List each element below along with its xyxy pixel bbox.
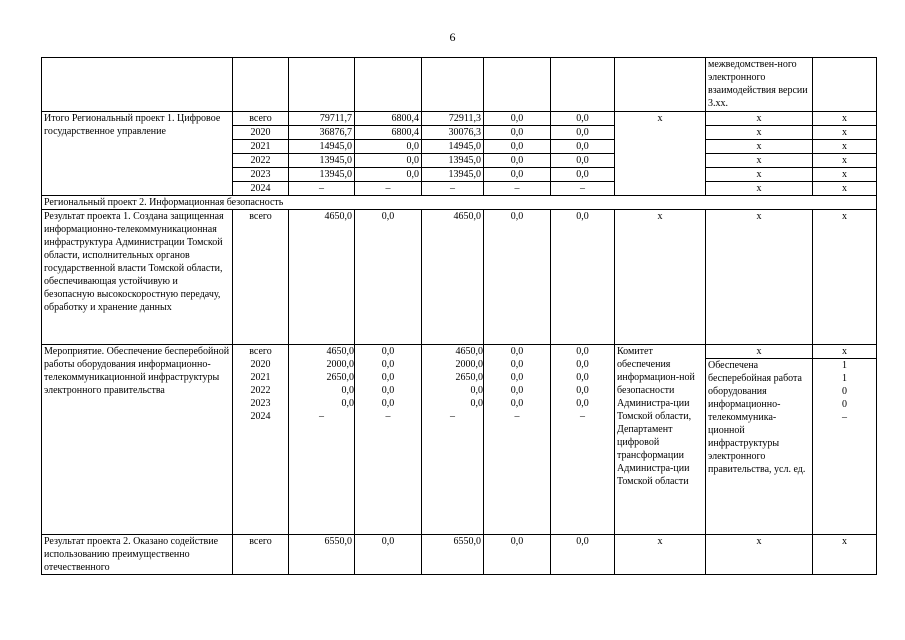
- regional-cell: 72911,3: [422, 112, 484, 126]
- indicator-cell: x: [706, 154, 813, 168]
- year-cell: 2022: [233, 154, 289, 168]
- project2-header: Региональный проект 2. Информационная безопасность: [42, 196, 877, 210]
- local-cell: 0,0: [484, 168, 551, 182]
- other-cell: 0,0: [551, 112, 615, 126]
- year-value: 2024: [250, 411, 271, 422]
- total-value: 2650,0: [326, 372, 354, 383]
- other-value: 0,0: [576, 398, 589, 409]
- table-row: [42, 345, 877, 535]
- federal-value: 0,0: [381, 398, 395, 409]
- federal-value: 0,0: [381, 359, 395, 370]
- regional-cell: 30076,3: [422, 126, 484, 140]
- local-cell: –: [484, 182, 551, 196]
- local-cell: 0,0: [484, 154, 551, 168]
- regional-value: 0,0: [470, 398, 483, 409]
- other-value: –: [580, 411, 585, 422]
- value-cell: x: [813, 140, 877, 154]
- continuation-row: [42, 58, 877, 112]
- year-value: 2021: [250, 372, 271, 383]
- indicator-total: x: [706, 345, 812, 359]
- local-value: 0,0: [510, 398, 524, 409]
- value-cell: x: [813, 210, 877, 345]
- federal-value: –: [385, 411, 391, 422]
- other-cell: 0,0: [551, 210, 615, 345]
- regional-value: 4650,0: [455, 346, 483, 357]
- total-cell: –: [289, 182, 355, 196]
- value-cell: x: [813, 182, 877, 196]
- other-value: 0,0: [576, 359, 589, 370]
- federal-cell: 6800,4: [355, 112, 422, 126]
- total-value: 2000,0: [326, 359, 354, 370]
- value-cell: x: [813, 154, 877, 168]
- total-value: 0,0: [341, 398, 354, 409]
- indicator-cell: x: [706, 210, 813, 345]
- federal-cell: [355, 345, 422, 535]
- other-cell: 0,0: [551, 535, 615, 575]
- budget-table: [41, 57, 877, 575]
- value-cell: x: [813, 112, 877, 126]
- table-cell: [813, 58, 877, 112]
- regional-value: 2000,0: [455, 359, 483, 370]
- regional-cell: –: [422, 182, 484, 196]
- federal-cell: 0,0: [355, 154, 422, 168]
- federal-cell: 0,0: [355, 168, 422, 182]
- table-row: [42, 112, 877, 126]
- indicator-cell: x: [706, 112, 813, 126]
- responsible-cell: x: [615, 210, 706, 345]
- other-value: 0,0: [576, 346, 589, 357]
- total-value: 4650,0: [326, 346, 354, 357]
- table-cell: [615, 58, 706, 112]
- indicator-continuation: межведомствен-ного электронного взаимодействия версии 3.хх.: [706, 58, 813, 112]
- year-cell: всего: [233, 535, 289, 575]
- other-value: 0,0: [576, 385, 589, 396]
- measure-indicator: Обеспечена бесперебойная работа оборудования информационно-телекоммуника-ционной инфраструктуры электронного правительства, усл. ед.: [708, 360, 806, 475]
- year-value: всего: [249, 346, 272, 357]
- other-cell: 0,0: [551, 140, 615, 154]
- other-cell: 0,0: [551, 126, 615, 140]
- local-value: –: [514, 411, 520, 422]
- indicator-value: 1: [842, 373, 847, 384]
- value-cell: [813, 345, 877, 535]
- indicator-cell: [706, 345, 813, 535]
- federal-cell: 0,0: [355, 535, 422, 575]
- table-cell: [289, 58, 355, 112]
- responsible-cell: x: [615, 535, 706, 575]
- table-cell: [42, 58, 233, 112]
- total-value: 0,0: [341, 385, 354, 396]
- total-cell: 13945,0: [289, 154, 355, 168]
- indicator-cell: x: [706, 182, 813, 196]
- value-cell: x: [813, 126, 877, 140]
- section-row: [42, 196, 877, 210]
- local-cell: 0,0: [484, 126, 551, 140]
- local-cell: 0,0: [484, 210, 551, 345]
- value-cell: x: [813, 168, 877, 182]
- regional-value: 2650,0: [455, 372, 483, 383]
- year-cell: всего: [233, 210, 289, 345]
- total-value: –: [319, 411, 324, 422]
- indicator-cell: x: [706, 126, 813, 140]
- local-value: 0,0: [510, 385, 524, 396]
- regional-cell: [422, 345, 484, 535]
- year-value: 2022: [250, 385, 271, 396]
- responsible-cell: x: [615, 112, 706, 196]
- total-cell: 36876,7: [289, 126, 355, 140]
- indicator-value: 0: [842, 386, 847, 397]
- year-cell: 2020: [233, 126, 289, 140]
- total-cell: 79711,7: [289, 112, 355, 126]
- table-row: [42, 210, 877, 345]
- value-cell: x: [813, 535, 877, 575]
- measure-responsible: Комитет обеспечения информацион-ной безопасности Администра-ции Томской области, Департамент цифровой трансформации Администра-ции Томской области: [615, 345, 706, 535]
- indicator-cell: x: [706, 140, 813, 154]
- year-cell: 2024: [233, 182, 289, 196]
- federal-value: 0,0: [381, 346, 395, 357]
- total-cell: 6550,0: [289, 535, 355, 575]
- federal-value: 0,0: [381, 372, 395, 383]
- other-cell: 0,0: [551, 168, 615, 182]
- table-cell: [422, 58, 484, 112]
- indicator-cell: x: [706, 168, 813, 182]
- year-cell: 2023: [233, 168, 289, 182]
- table-row: [42, 535, 877, 575]
- federal-cell: –: [355, 182, 422, 196]
- regional-value: 0,0: [470, 385, 483, 396]
- local-cell: 0,0: [484, 535, 551, 575]
- value-total: x: [813, 345, 876, 359]
- federal-cell: 6800,4: [355, 126, 422, 140]
- page-number: 6: [449, 30, 456, 44]
- local-value: 0,0: [510, 346, 524, 357]
- result2-name: Результат проекта 2. Оказано содействие использованию преимущественно отечественного: [42, 535, 233, 575]
- total-cell: 14945,0: [289, 140, 355, 154]
- regional-value: –: [450, 411, 455, 422]
- regional-cell: 4650,0: [422, 210, 484, 345]
- indicator-value: 0: [842, 399, 847, 410]
- project1-total-name: Итого Региональный проект 1. Цифровое государственное управление: [42, 112, 233, 196]
- other-cell: [551, 345, 615, 535]
- local-cell: [484, 345, 551, 535]
- federal-cell: 0,0: [355, 210, 422, 345]
- other-value: 0,0: [576, 372, 589, 383]
- local-value: 0,0: [510, 372, 524, 383]
- regional-cell: 13945,0: [422, 168, 484, 182]
- table-cell: [233, 58, 289, 112]
- total-cell: [289, 345, 355, 535]
- federal-value: 0,0: [381, 385, 395, 396]
- table-cell: [484, 58, 551, 112]
- regional-cell: 13945,0: [422, 154, 484, 168]
- indicator-value: –: [842, 412, 847, 423]
- table-cell: [551, 58, 615, 112]
- federal-cell: 0,0: [355, 140, 422, 154]
- measure-name: Мероприятие. Обеспечение бесперебойной работы оборудования информационно-телекоммуникационной инфраструктуры электронного правительства: [42, 345, 233, 535]
- result1-name: Результат проекта 1. Создана защищенная информационно-телекоммуникационная инфраструктура Администрации Томской области, исполнительных органов государственной власти Томской области, обеспечивающая устойчивую и безопасную высокоскоростную передачу, обработку и хранение данных: [42, 210, 233, 345]
- other-cell: 0,0: [551, 154, 615, 168]
- year-value: 2023: [250, 398, 271, 409]
- other-cell: –: [551, 182, 615, 196]
- regional-cell: 14945,0: [422, 140, 484, 154]
- table-cell: [355, 58, 422, 112]
- local-cell: 0,0: [484, 112, 551, 126]
- total-cell: 13945,0: [289, 168, 355, 182]
- year-cell: всего: [233, 112, 289, 126]
- local-cell: 0,0: [484, 140, 551, 154]
- year-value: 2020: [250, 359, 271, 370]
- indicator-cell: x: [706, 535, 813, 575]
- local-value: 0,0: [510, 359, 524, 370]
- year-cell: 2021: [233, 140, 289, 154]
- year-cell: [233, 345, 289, 535]
- total-cell: 4650,0: [289, 210, 355, 345]
- indicator-value: 1: [842, 360, 847, 371]
- regional-cell: 6550,0: [422, 535, 484, 575]
